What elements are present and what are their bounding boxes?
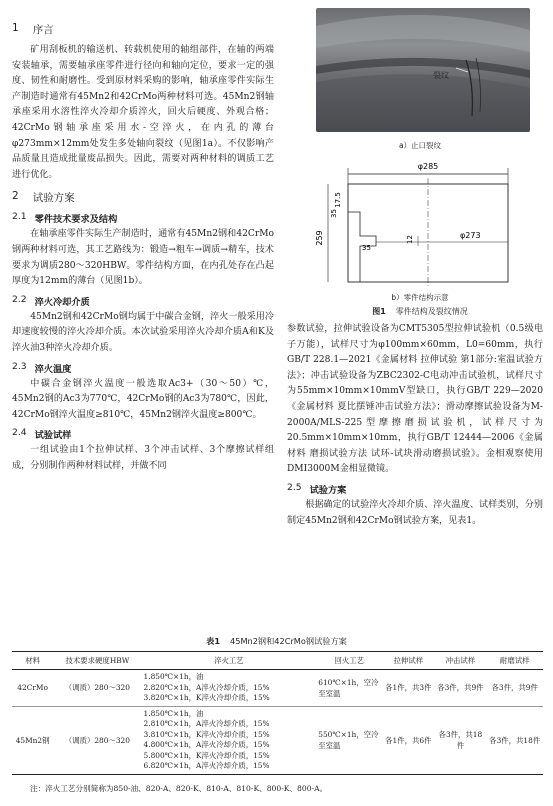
crack-photo bbox=[316, 8, 530, 132]
temper-cell: 550℃×1h，空冷至室温 bbox=[316, 706, 382, 774]
section-title: 淬火冷却介质 bbox=[34, 296, 90, 308]
section-2-heading bbox=[12, 190, 274, 205]
section-number: 2.1 bbox=[12, 211, 27, 223]
section-1-heading bbox=[12, 22, 274, 37]
section-2-3-heading bbox=[12, 361, 274, 375]
paragraph-2-1: 在轴承座零件实际生产制造时，通常有45Mn2钢和42CrMo钢两种材料可选，其工艺路线为：锻造→粗车→调质→精车，技术要求为调质280～320HBW。零件结构方面，在内孔处存在凸起厚度为12mm的薄台（见图1b）。 bbox=[12, 229, 274, 287]
figure-title bbox=[300, 306, 540, 317]
quench-step: 1.850℃×1h，油 bbox=[143, 708, 204, 718]
section-number: 2.3 bbox=[12, 360, 27, 372]
crack-label: 裂纹 bbox=[433, 71, 449, 80]
table-number: 表1 bbox=[206, 636, 221, 646]
temper-cell: 610℃×1h，空冷至室温 bbox=[316, 670, 382, 707]
table-row bbox=[12, 706, 543, 774]
part-structure-diagram bbox=[300, 154, 540, 294]
section-title: 序言 bbox=[32, 24, 54, 36]
requirement-cell: （调质）280～320 bbox=[53, 706, 141, 774]
right-column bbox=[287, 322, 543, 529]
section-number: 1 bbox=[12, 22, 19, 34]
crack-photo-drawing bbox=[316, 8, 530, 132]
requirement-cell: （调质）280～320 bbox=[53, 670, 141, 707]
paragraph-2-3: 中碳合金钢淬火温度一般选取Ac3+（30～50）℃，45Mn2钢的Ac3为770℃，42CrMo钢的Ac3为780℃，因此，42CrMo钢淬火温度≥810℃，45Mn2钢淬火温度≥800℃。 bbox=[12, 378, 274, 420]
quench-step: 2.810℃×1h，A淬火冷却介质，15% bbox=[143, 719, 270, 728]
header-cell: 回火工艺 bbox=[316, 652, 382, 670]
quench-step: 4.800℃×1h，A淬火冷却介质，15% bbox=[143, 740, 270, 749]
material-cell: 45Mn2钢 bbox=[12, 706, 53, 774]
section-title: 试验方案 bbox=[309, 484, 347, 496]
quench-step: 3.810℃×1h，K淬火冷却介质，15% bbox=[143, 729, 270, 739]
test-plan-table bbox=[12, 651, 543, 775]
caption-a: a）止口裂纹 bbox=[398, 141, 442, 150]
wear-cell: 各3件，共9件 bbox=[486, 670, 543, 707]
intro-paragraph: 矿用刮板机的输送机、转载机使用的轴组部件，在轴的两端安装轴承，需要轴承座零件进行径向和轴向定位，要求一定的强度、韧性和耐磨性。受到原材料采购的影响，轴承座零件实际生产制造时通常有45Mn2和42CrMo两种材料可选。45Mn2钢轴承座采用水溶性淬火冷却介质淬火，回火后硬度、外观合格；42CrMo钢轴承座采用水-空淬火，在内孔的薄台φ273mm×12mm处发生多处轴向裂纹（见图1a）。不仅影响产品质量且造成批量废品损失。因此，需要对两种材料的调质工艺进行优化。 bbox=[12, 45, 274, 180]
paragraph-2-2: 45Mn2钢和42CrMo钢均属于中碳合金钢，淬火一般采用冷却速度较慢的淬火冷却介质。本次试验采用淬火冷却介质A和K及淬火油3种淬火冷却介质。 bbox=[12, 311, 274, 353]
header-cell: 耐磨试样 bbox=[486, 652, 543, 670]
dim-phi285: φ285 bbox=[417, 162, 439, 171]
figure-title-text: 零件结构及裂纹情况 bbox=[395, 307, 468, 316]
impact-cell: 各3件，共18件 bbox=[434, 706, 486, 774]
tensile-cell: 各1件，共6件 bbox=[382, 706, 434, 774]
section-title: 试验方案 bbox=[32, 192, 75, 205]
material-cell: 42CrMo bbox=[12, 670, 53, 707]
section-2-2-heading bbox=[12, 294, 274, 308]
header-cell: 冲击试样 bbox=[434, 652, 486, 670]
section-2-5-heading bbox=[287, 482, 543, 496]
quench-step: 3.820℃×1h，K淬火冷却介质，15% bbox=[143, 693, 270, 702]
paragraph-2-5: 根据确定的试验淬火冷却介质、淬火温度、试样类别，分别制定45Mn2钢和42CrMo钢试验方案，见表1。 bbox=[287, 499, 543, 526]
section-number: 2.2 bbox=[12, 293, 27, 305]
section-2-1-heading bbox=[12, 211, 274, 225]
impact-cell: 各3件，共9件 bbox=[434, 670, 486, 707]
paragraph-2-4-cont: 参数试验，拉伸试验设备为CMT5305型拉伸试验机（0.5级电子万能），试样尺寸为φ100mm×60mm，L0=60mm，执行GB/T 228.1—2021《金属材料 拉伸试验 第1部分:室温试验方法》；冲击试验设备为ZBC2302-C电动冲击试验机，试样尺寸为55mm×10mm×10mmV型缺口，执行GB/T 229—2020《金属材料 夏比摆锤冲击试验方法》；滑动摩擦试验设备为M-2000A/MLS-225型摩擦磨损试验机，试样尺寸为20.5mm×10mm×10mm，执行GB/T 12444—2006《金属材料 磨损试验方法 试环-试块滑动磨损试验》。金相观察使用DMI3000M金相显微镜。 bbox=[287, 324, 543, 475]
dim-phi273: φ273 bbox=[460, 231, 481, 240]
table-row bbox=[12, 670, 543, 707]
dim-12: 12 bbox=[406, 235, 414, 244]
section-number: 2.4 bbox=[12, 427, 27, 439]
figure-1 bbox=[300, 8, 540, 318]
paragraph-2-4-start: 一组试验由1个拉伸试样、3个冲击试样、3个摩擦试样组成，分别制作两种材料试样，并做不同 bbox=[12, 445, 274, 471]
dim-35-inner: 35 bbox=[362, 244, 371, 252]
section-title: 淬火温度 bbox=[34, 363, 72, 375]
wear-cell: 各3件，共18件 bbox=[486, 706, 543, 774]
left-column bbox=[12, 22, 274, 474]
quench-step: 5.800℃×1h，K淬火冷却介质，15% bbox=[143, 750, 270, 760]
table-caption bbox=[0, 636, 553, 647]
header-cell: 拉伸试样 bbox=[382, 652, 434, 670]
section-title: 零件技术要求及结构 bbox=[34, 214, 118, 226]
dim-259: 259 bbox=[315, 230, 324, 246]
table-title: 45Mn2钢和42CrMo钢试验方案 bbox=[230, 636, 347, 646]
header-cell: 技术要求硬度HBW bbox=[53, 652, 141, 670]
quench-cell bbox=[142, 670, 317, 707]
section-2-4-heading bbox=[12, 427, 274, 441]
header-cell: 材料 bbox=[12, 652, 53, 670]
table-note: 注：淬火工艺分别简称为850-油、820-A、820-K、810-A、810-K、800-K、800-A。 bbox=[30, 784, 328, 793]
dim-17-5: 17.5 bbox=[334, 192, 342, 208]
caption-b: b）零件结构示意 bbox=[391, 293, 449, 302]
dim-35-side: 35 bbox=[330, 209, 338, 218]
section-title: 试验试样 bbox=[34, 430, 72, 442]
figure-number: 图1 bbox=[372, 307, 386, 316]
quench-step: 1.850℃×1h，油 bbox=[143, 672, 204, 681]
section-number: 2 bbox=[12, 190, 19, 203]
section-number: 2.5 bbox=[287, 481, 302, 493]
header-cell: 淬火工艺 bbox=[142, 652, 317, 670]
quench-step: 6.820℃×1h，A淬火冷却介质，15% bbox=[143, 761, 270, 770]
quench-cell bbox=[142, 706, 317, 774]
quench-step: 2.820℃×1h，A淬火冷却介质，15% bbox=[143, 682, 270, 692]
table-header-row bbox=[12, 652, 543, 670]
tensile-cell: 各1件，共3件 bbox=[382, 670, 434, 707]
